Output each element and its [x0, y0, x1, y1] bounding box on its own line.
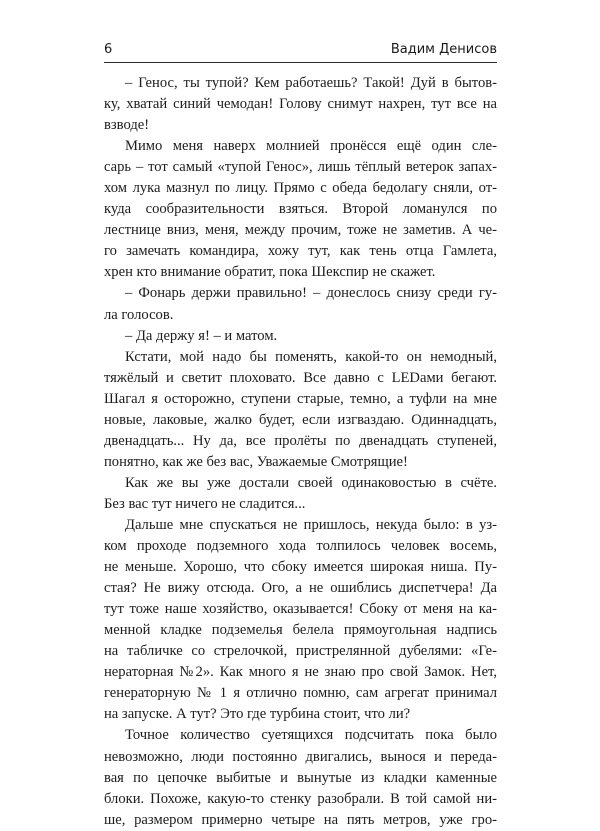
text-line: генераторную № 1 я отлично помню, сам агрегат принимал	[104, 685, 497, 702]
text-line: ла голосов.	[104, 306, 174, 323]
text-line: менной кладке подземелья белела прямоугольная надпись	[104, 622, 497, 639]
running-head-author: Вадим Денисов	[390, 42, 497, 57]
paragraph	[104, 283, 497, 325]
text-line: взводе!	[104, 117, 150, 134]
text-line: новые, лаковые, жалко будет, если изгваздаю. Одиннадцать,	[104, 411, 497, 428]
text-line: Точное количество суетящихся подсчитать пока было	[125, 727, 497, 744]
text-line: невозможно, люди постоянно двигались, вынося и переда-	[104, 748, 497, 765]
text-line: нераторная №2». Как много я не знаю про свой Замок. Нет,	[104, 664, 497, 681]
text-line: стая? Не вижу отсюда. Ого, а не ошиблись диспетчера! Да	[104, 580, 497, 597]
paragraph	[104, 473, 497, 515]
text-line: Кстати, мой надо бы поменять, какой-то он немодный,	[125, 348, 497, 365]
text-line: хом лука мазнул по лицу. Прямо с обеда бедолагу сняли, от-	[104, 180, 497, 197]
text-line: Мимо меня наверх молнией пронёсся ещё один сле-	[125, 138, 497, 155]
text-line: куда сообразительности взяться. Второй ломанулся по	[104, 201, 497, 218]
text-line: – Да держу я! – и матом.	[125, 327, 278, 344]
paragraph	[104, 136, 497, 283]
text-line: лестнице вниз, меня, между прочим, тоже не заметив. А че-	[104, 222, 497, 239]
text-line: тут тоже наше хозяйство, оказывается! Сбоку от меня на ка-	[104, 601, 497, 618]
text-line: понятно, как же без вас, Уважаемые Смотрящие!	[104, 453, 408, 470]
body-text	[104, 73, 497, 831]
paragraph	[104, 347, 497, 473]
text-line: вая по цепочке выбитые и вынутые из кладки каменные	[104, 769, 497, 786]
text-line: хрен кто внимание обратит, пока Шекспир не скажет.	[104, 264, 436, 281]
text-line: ку, хватай синий чемодан! Голову снимут нахрен, тут все на	[104, 96, 497, 113]
paragraph	[104, 326, 497, 347]
text-line: – Генос, ты тупой? Кем работаешь? Такой! Дуй в бытов-	[125, 75, 497, 91]
text-line: тяжёлый и светит плоховато. Все давно с LEDами бегают.	[104, 369, 497, 386]
page-header	[104, 38, 497, 62]
paragraph	[104, 73, 497, 136]
text-line: на табличке со стрелочкой, пристрелянной дубелями: «Ге-	[104, 643, 497, 660]
text-line: двенадцать... Ну да, все пролёты по двенадцать ступеней,	[104, 432, 497, 449]
text-line: – Фонарь держи правильно! – донеслось снизу среди гу-	[125, 285, 497, 302]
text-line: Без вас тут ничего не сладится...	[104, 495, 306, 512]
text-line: сарь – тот самый «тупой Генос», лишь тёплый ветерок запах-	[104, 159, 497, 176]
paragraph	[104, 725, 497, 830]
paragraph	[104, 515, 497, 725]
text-line: на запуске. А тут? Это где турбина стоит, что ли?	[104, 706, 411, 723]
header-rule	[104, 62, 497, 63]
text-line: го замечать командира, хожу тут, как тень отца Гамлета,	[104, 243, 497, 260]
text-line: Шагал я осторожно, ступени старые, темно, а туфли на мне	[104, 390, 497, 407]
text-line: ше, размером примерно четыре на пять метров, уже гро-	[104, 811, 497, 828]
text-line: блоки. Похоже, какую-то стенку разобрали. В той самой ни-	[104, 790, 497, 807]
text-line: не меньше. Хорошо, что сбоку имеется широкая ниша. Пу-	[104, 559, 497, 576]
text-line: ком проходе подземного хода толпилось человек восемь,	[104, 538, 497, 555]
page-number: 6	[104, 42, 113, 57]
text-line: Дальше мне спускаться не пришлось, некуда было: в уз-	[125, 516, 497, 533]
text-line: Как же вы уже достали своей одинаковостью в счёте.	[125, 474, 497, 491]
